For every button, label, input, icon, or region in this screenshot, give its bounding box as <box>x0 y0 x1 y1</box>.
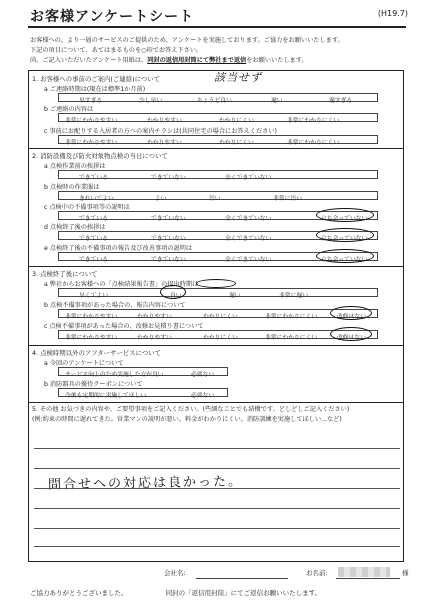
footer-thanks: ご協力ありがとうございました。 <box>30 589 128 597</box>
section-2-heading: 2. 消防設備及び防火対象物点検の当日について <box>32 152 168 160</box>
intro-text <box>30 36 410 66</box>
q4b-label: b 消防器具の優待クーポンについて <box>44 381 143 388</box>
q2b-option[interactable]: 汚い <box>209 196 221 202</box>
q2b-option[interactable]: 非常に汚い <box>273 196 302 202</box>
q1a-option[interactable]: 少し早い <box>139 98 163 104</box>
q2b-option[interactable]: きれいでよい <box>79 196 114 202</box>
q3a-option[interactable]: 遅い <box>229 293 241 299</box>
q2e-option-selected[interactable]: 立ち会っていない <box>321 257 368 263</box>
redacted-name <box>338 567 390 577</box>
q3c-option[interactable]: わかりやすい <box>137 335 172 341</box>
selection-circle <box>330 306 372 320</box>
q2a-label: a 点検作業前の挨拶は <box>44 163 106 170</box>
intro-line-3 <box>30 56 410 66</box>
section-4-heading: 4. 点検時期以外のアフターサービスについて <box>32 349 161 357</box>
q3c-option-selected[interactable]: 改修はない <box>337 335 366 341</box>
selection-circle <box>316 249 374 263</box>
company-name-label: 会社名: <box>164 569 186 577</box>
q1b-option[interactable]: 非常にわかりにくい <box>287 118 340 124</box>
q4a-option[interactable]: 必要ない <box>191 372 215 378</box>
customer-name-label: お名前: <box>306 569 328 577</box>
q4b-option[interactable]: 必要ない <box>191 393 215 399</box>
q3b-option[interactable]: わかりやすい <box>137 314 172 320</box>
q4b-option[interactable]: 今後も定期的に実施してほしい <box>65 393 147 399</box>
comment-line <box>34 488 400 489</box>
section-divider <box>28 148 404 149</box>
q4a-option[interactable]: サービス向上のため実施した方が良い <box>65 372 164 378</box>
q2b-label: b 点検時の作業服は <box>44 184 100 191</box>
q2d-label: d 点検終了後の挨拶は <box>44 224 106 231</box>
q3a-option[interactable]: 早くてよい <box>79 293 108 299</box>
q3c-label: c 点検不備事項があった場合の、改修お見積り書について <box>44 323 204 330</box>
q2c-label: c 点検中の不備事項等の説明は <box>44 204 130 211</box>
honorific-label: 様 <box>402 569 409 577</box>
q1c-label: c 事前にお配りする入居者の方への案内チラシは(共同住宅の場合にお答えください) <box>44 128 277 135</box>
comment-line <box>34 508 400 509</box>
title-underline <box>28 26 406 28</box>
q3b-option[interactable]: わかりにくい <box>203 314 238 320</box>
section-divider <box>28 345 404 346</box>
document-code: (H19.7) <box>377 9 408 18</box>
comment-line <box>34 546 400 547</box>
q4a-options <box>58 367 228 376</box>
intro-line-1: お客様への、より一層のサービスのご提供のため、アンケートを実施しております。ご協力をお願いいたします。 <box>30 37 344 44</box>
q3c-option[interactable]: わかりにくい <box>203 335 238 341</box>
q2b-options <box>58 191 378 200</box>
q4a-label: a 今回のアンケートについて <box>44 360 124 367</box>
q3b-option-selected[interactable]: 改修はない <box>337 314 366 320</box>
q4b-options <box>58 388 228 397</box>
q1b-option[interactable]: 非常にわかりやすい <box>65 118 118 124</box>
intro-line-2: 下記の項目について、あてはまるものを○印でお答え下さい。 <box>30 47 203 54</box>
customer-name-field[interactable] <box>336 578 400 579</box>
comment-line <box>34 528 400 529</box>
footer-return-note: 同封の「返信用封筒」にてご返信お願いいたします。 <box>165 589 322 597</box>
q1c-option[interactable]: 非常にわかりやすい <box>65 140 118 146</box>
q2d-option-selected[interactable]: 立ち会っていない <box>321 236 368 242</box>
q1a-option[interactable]: ちょうど良い <box>197 98 232 104</box>
q3b-option[interactable]: 非常にわかりやすい <box>65 314 118 320</box>
q1b-options <box>58 113 378 122</box>
q1a-option[interactable]: 早すぎる <box>79 98 103 104</box>
company-name-field[interactable] <box>196 578 288 579</box>
selection-circle <box>160 285 186 299</box>
q3a-options <box>58 288 378 297</box>
q2d-option[interactable]: 全くできていない <box>225 236 272 242</box>
q1a-option[interactable]: 遅い <box>271 98 283 104</box>
q2d-option[interactable]: できている <box>79 236 108 242</box>
q2a-options <box>58 170 378 179</box>
q3b-label: b 点検不備事項があった場合の、報告内容について <box>44 302 186 309</box>
q1a-options <box>58 93 378 102</box>
q2e-option[interactable]: できていない <box>151 257 186 263</box>
q2e-option[interactable]: できている <box>79 257 108 263</box>
q2c-option-selected[interactable]: 立ち会っていない <box>321 216 368 222</box>
q1b-label: b ご連絡の内容は <box>44 106 94 113</box>
q3c-option[interactable]: 非常にわかりやすい <box>65 335 118 341</box>
q3a-option-selected[interactable]: 良い <box>170 293 182 299</box>
section-5-heading: 5. その他 お気づきの内容や、ご要望事項をご記入ください。(些細なことでも結構です。どしどしご記入ください) <box>32 406 350 413</box>
q3a-option[interactable]: 非常に遅い <box>279 293 308 299</box>
q3a-label: a 弊社からお客様への「点検結果報告書」の提出時期は <box>44 281 199 288</box>
q2a-option[interactable]: できていない <box>151 175 186 181</box>
q2c-option[interactable]: 全くできていない <box>225 216 272 222</box>
selection-circle <box>330 327 372 341</box>
comment-line <box>34 468 400 469</box>
handwritten-comment: 問合せへの対応は良かった。 <box>47 474 244 493</box>
q1a-option[interactable]: 遅すぎる <box>329 98 353 104</box>
q2d-option[interactable]: できていない <box>151 236 186 242</box>
selection-circle <box>316 208 374 222</box>
section-3-heading: 3. 点検終了後について <box>32 270 98 278</box>
intro-line-3-post: をお願いいたします。 <box>246 57 308 64</box>
handwritten-not-applicable: 該当せず <box>214 71 262 84</box>
intro-line-3-pre: 尚、ご記入いただいたアンケート用紙は、 <box>30 57 148 64</box>
q1c-options <box>58 135 378 144</box>
q3b-option[interactable]: 非常にわかりにくい <box>265 314 318 320</box>
q2a-option[interactable]: できている <box>79 175 108 181</box>
section-divider <box>28 402 404 403</box>
section-5-example: (例:約束の時間に遅れてきた。営業マンの説明が悪い。料金がわかりにくい。消防訓練を実施してほしい...など) <box>32 416 342 423</box>
selection-circle <box>316 228 374 242</box>
q2e-label: e 点検終了後の不備事項の報告及び改善事項の説明は <box>44 245 193 252</box>
q2b-option[interactable]: よい <box>155 196 167 202</box>
comment-line <box>34 448 400 449</box>
q2c-option[interactable]: できていない <box>151 216 186 222</box>
handwritten-underline-circle <box>196 279 236 288</box>
q3c-option[interactable]: 非常にわかりにくい <box>265 335 318 341</box>
footer <box>30 588 406 597</box>
q2c-option[interactable]: できている <box>79 216 108 222</box>
section-1-heading: 1. お客様への事前のご案内(ご連絡)について <box>32 75 161 83</box>
intro-line-3-emphasis: 同封の返信用封筒にて弊社まで返信 <box>147 57 247 64</box>
q2a-option[interactable]: 全くできていない <box>225 175 272 181</box>
q1b-option[interactable]: わかりにくい <box>219 118 254 124</box>
page-title: お客様アンケートシート <box>30 9 195 25</box>
q1a-label: a ご連絡時期は(現在は標準1か月前) <box>44 86 146 93</box>
section-divider <box>28 266 404 267</box>
q1b-option[interactable]: わかりやすい <box>147 118 182 124</box>
q1c-option[interactable]: わかりやすい <box>147 140 182 146</box>
q1c-option[interactable]: 非常にわかりにくい <box>287 140 340 146</box>
q1c-option[interactable]: わかりにくい <box>219 140 254 146</box>
q2e-option[interactable]: 全くできていない <box>225 257 272 263</box>
